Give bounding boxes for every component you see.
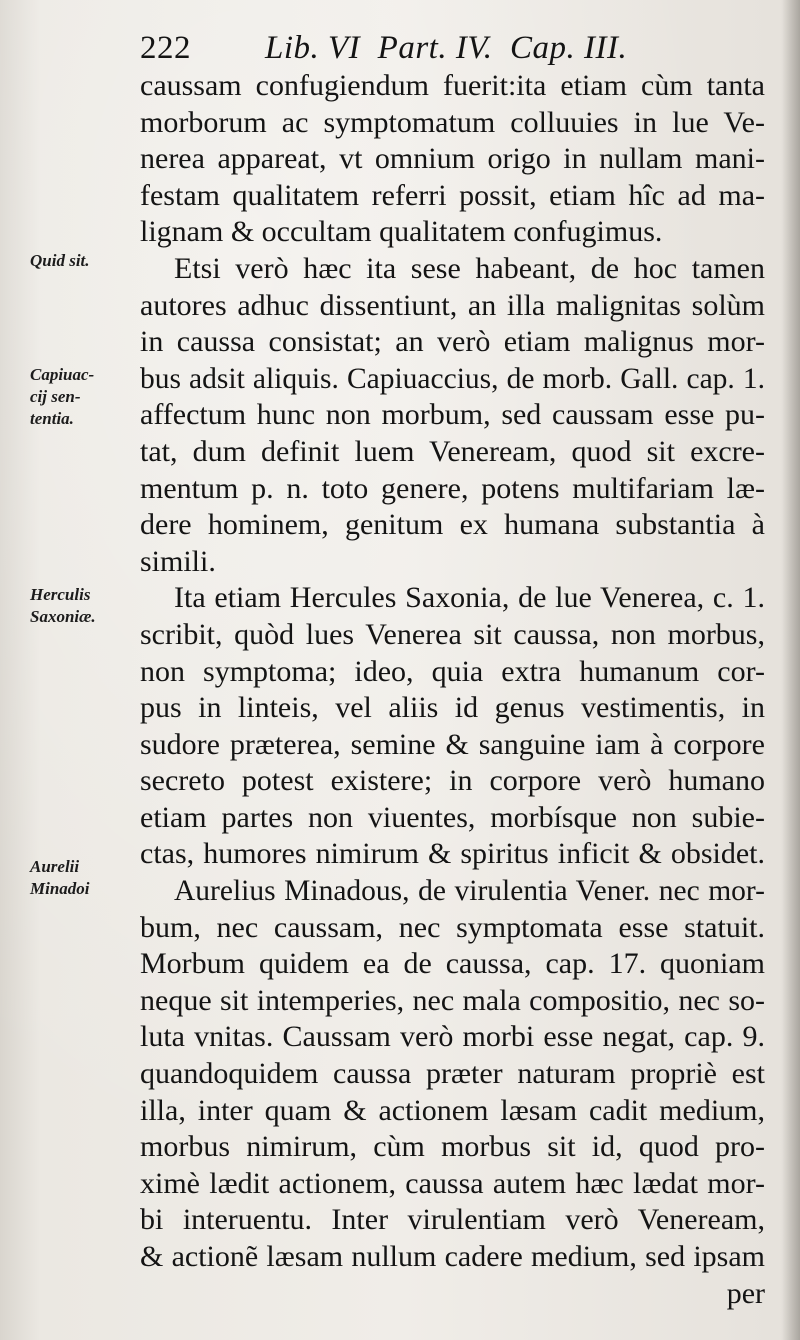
text-line: & actionẽ læsam nullum cadere medium, sed ipsam <box>140 1240 765 1273</box>
text-line: Aurelius Minadous, de virulentia Vener. nec mor- <box>174 875 765 908</box>
text-line: mentum p. n. toto genere, potens multifariam læ- <box>140 471 765 505</box>
body-text <box>140 68 765 1312</box>
text-line: sudore præterea, semine & sanguine iam à corpore <box>140 727 765 761</box>
text-line: etiam partes non viuentes, morbísque non subie- <box>140 800 765 834</box>
text-line: bus adsit aliquis. Capiuaccius, de morb. Gall. cap. 1. <box>140 362 765 395</box>
text-line: neque sit intemperies, nec mala compositio, nec so- <box>140 983 765 1017</box>
text-line: ximè lædit actionem, caussa autem hæc lædat mor- <box>140 1166 765 1200</box>
margin-note-line: Quid sit. <box>30 251 90 270</box>
text-line: autores adhuc dissentiunt, an illa malignitas solùm <box>140 288 765 322</box>
page-edge-shadow <box>782 0 800 1340</box>
text-line: Ita etiam Hercules Saxonia, de lue Venerea, c. 1. <box>174 581 765 615</box>
margin-note-aurelii <box>30 856 140 900</box>
margin-note-line: cij sen- <box>30 387 81 406</box>
page-number: 222 <box>140 30 191 66</box>
margin-note-herculis <box>30 584 140 628</box>
text-line: simili. <box>140 544 216 578</box>
running-title: Lib. VI Part. IV. Cap. III. <box>265 30 628 66</box>
text-line: quandoquidem caussa præter naturam propriè est <box>140 1057 765 1091</box>
margin-note-line: Capiuac- <box>30 365 95 384</box>
text-line: scribit, quòd lues Venerea sit caussa, non morbus, <box>140 617 765 651</box>
text-line: luta vnitas. Caussam verò morbi esse negat, cap. 9. <box>140 1020 765 1054</box>
text-line: dere hominem, genitum ex humana substantia à <box>140 508 765 542</box>
margin-note-line: tentia. <box>30 409 74 428</box>
text-line: tat, dum definit luem Veneream, quod sit excre- <box>140 434 765 468</box>
text-line: secreto potest existere; in corpore verò humano <box>140 764 765 798</box>
catchword: per <box>726 1276 765 1310</box>
margin-note-quid-sit <box>30 250 140 272</box>
text-line: pus in linteis, vel aliis id genus vestimentis, in <box>140 691 765 725</box>
margin-note-line: Aurelii <box>30 857 80 876</box>
margin-note-line: Saxoniæ. <box>30 607 96 626</box>
text-line: morborum ac symptomatum colluuies in lue Ve- <box>140 105 765 139</box>
text-line: ctas, humores nimirum & spiritus inficit & obsidet. <box>140 837 765 871</box>
text-line: festam qualitatem referri possit, etiam hîc ad ma- <box>140 178 765 212</box>
text-line: illa, inter quam & actionem læsam cadit medium, <box>140 1093 765 1127</box>
text-line: in caussa consistat; an verò etiam malignus mor- <box>140 325 765 359</box>
margin-note-capiuaccii <box>30 364 140 430</box>
text-line: Morbum quidem ea de caussa, cap. 17. quoniam <box>140 947 765 981</box>
text-line: caussam confugiendum fuerit:ita etiam cùm tanta <box>140 69 765 102</box>
text-line: nerea appareat, vt omnium origo in nullam mani- <box>140 142 765 176</box>
text-line: lignam & occultam qualitatem confugimus. <box>140 215 663 249</box>
text-line: bum, nec caussam, nec symptomata esse statuit. <box>140 910 765 944</box>
running-header <box>140 24 760 70</box>
text-line: bi interuentu. Inter virulentiam verò Veneream, <box>140 1203 765 1237</box>
text-line: morbus nimirum, cùm morbus sit id, quod pro- <box>140 1130 765 1164</box>
margin-note-line: Herculis <box>30 585 91 604</box>
text-line: Etsi verò hæc ita sese habeant, de hoc tamen <box>174 251 765 285</box>
text-line: affectum hunc non morbum, sed caussam esse pu- <box>140 398 765 432</box>
text-line: non symptoma; ideo, quia extra humanum cor- <box>140 654 765 688</box>
margin-note-line: Minadoi <box>30 879 90 898</box>
